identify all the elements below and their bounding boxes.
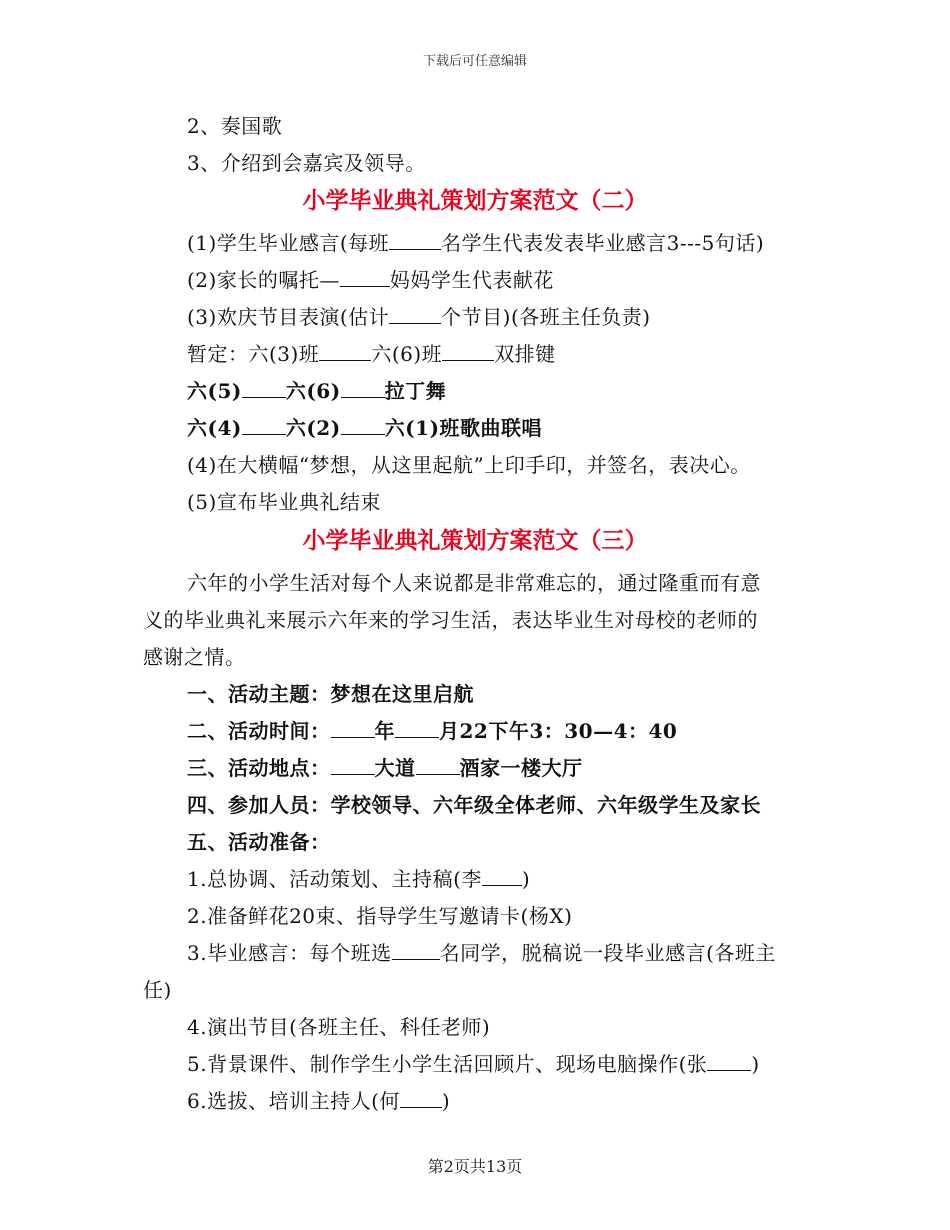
line-tentative: 暂定：六(3)班 六(6)班 双排键	[187, 342, 556, 366]
line-prep-2: 2.准备鲜花20束、指导学生写邀请卡(杨X)	[187, 904, 573, 928]
line-activity-preparation: 五、活动准备：	[187, 830, 331, 854]
line-prep-6: 6.选拔、培训主持人(何 )	[187, 1089, 451, 1113]
line-prep-3-cont: 任)	[143, 978, 172, 1002]
line-activity-theme: 一、活动主题：梦想在这里启航	[187, 682, 474, 706]
line-performance: (3)欢庆节目表演(估计 个节目)(各班主任负责)	[187, 305, 651, 329]
line-prep-1: 1.总协调、活动策划、主持稿(李 )	[187, 867, 531, 891]
line-class-song: 六(4) 六(2) 六(1)班歌曲联唱	[187, 416, 543, 440]
line-graduation-speech: (1)学生毕业感言(每班 名学生代表发表毕业感言3---5句话)	[187, 231, 765, 255]
line-latin-dance: 六(5) 六(6) 拉丁舞	[187, 379, 447, 403]
page-header: 下载后可任意编辑	[422, 54, 527, 69]
line-prep-5: 5.背景课件、制作学生小学生活回顾片、现场电脑操作(张 )	[187, 1052, 760, 1076]
line-parent-message: (2)家长的嘱托— 妈妈学生代表献花	[187, 268, 554, 292]
line-activity-location: 三、活动地点： 大道 酒家一楼大厅	[187, 756, 583, 780]
line-anthem: 2、奏国歌	[187, 114, 283, 138]
paragraph-line-1: 六年的小学生活对每个人来说都是非常难忘的，通过隆重而有意	[187, 571, 761, 595]
line-prep-3: 3.毕业感言：每个班选 名同学，脱稿说一段毕业感言(各班主	[187, 941, 776, 965]
section-title-2: 小学毕业典礼策划方案范文（二）	[302, 188, 648, 214]
line-participants: 四、参加人员：学校领导、六年级全体老师、六年级学生及家长	[187, 793, 761, 817]
paragraph-line-3: 感谢之情。	[143, 645, 246, 669]
line-introduce-guests: 3、介绍到会嘉宾及领导。	[187, 151, 426, 175]
line-activity-time: 二、活动时间： 年 月22下午3：30—4：40	[187, 719, 678, 743]
line-handprint-banner: (4)在大横幅“梦想，从这里起航”上印手印，并签名，表决心。	[187, 453, 751, 477]
paragraph-line-2: 义的毕业典礼来展示六年来的学习生活，表达毕业生对母校的老师的	[143, 608, 758, 632]
page-footer: 第2页共13页	[427, 1157, 523, 1176]
line-ceremony-end: (5)宣布毕业典礼结束	[187, 490, 381, 514]
section-title-3: 小学毕业典礼策划方案范文（三）	[302, 528, 648, 554]
line-prep-4: 4.演出节目(各班主任、科任老师)	[187, 1015, 491, 1039]
